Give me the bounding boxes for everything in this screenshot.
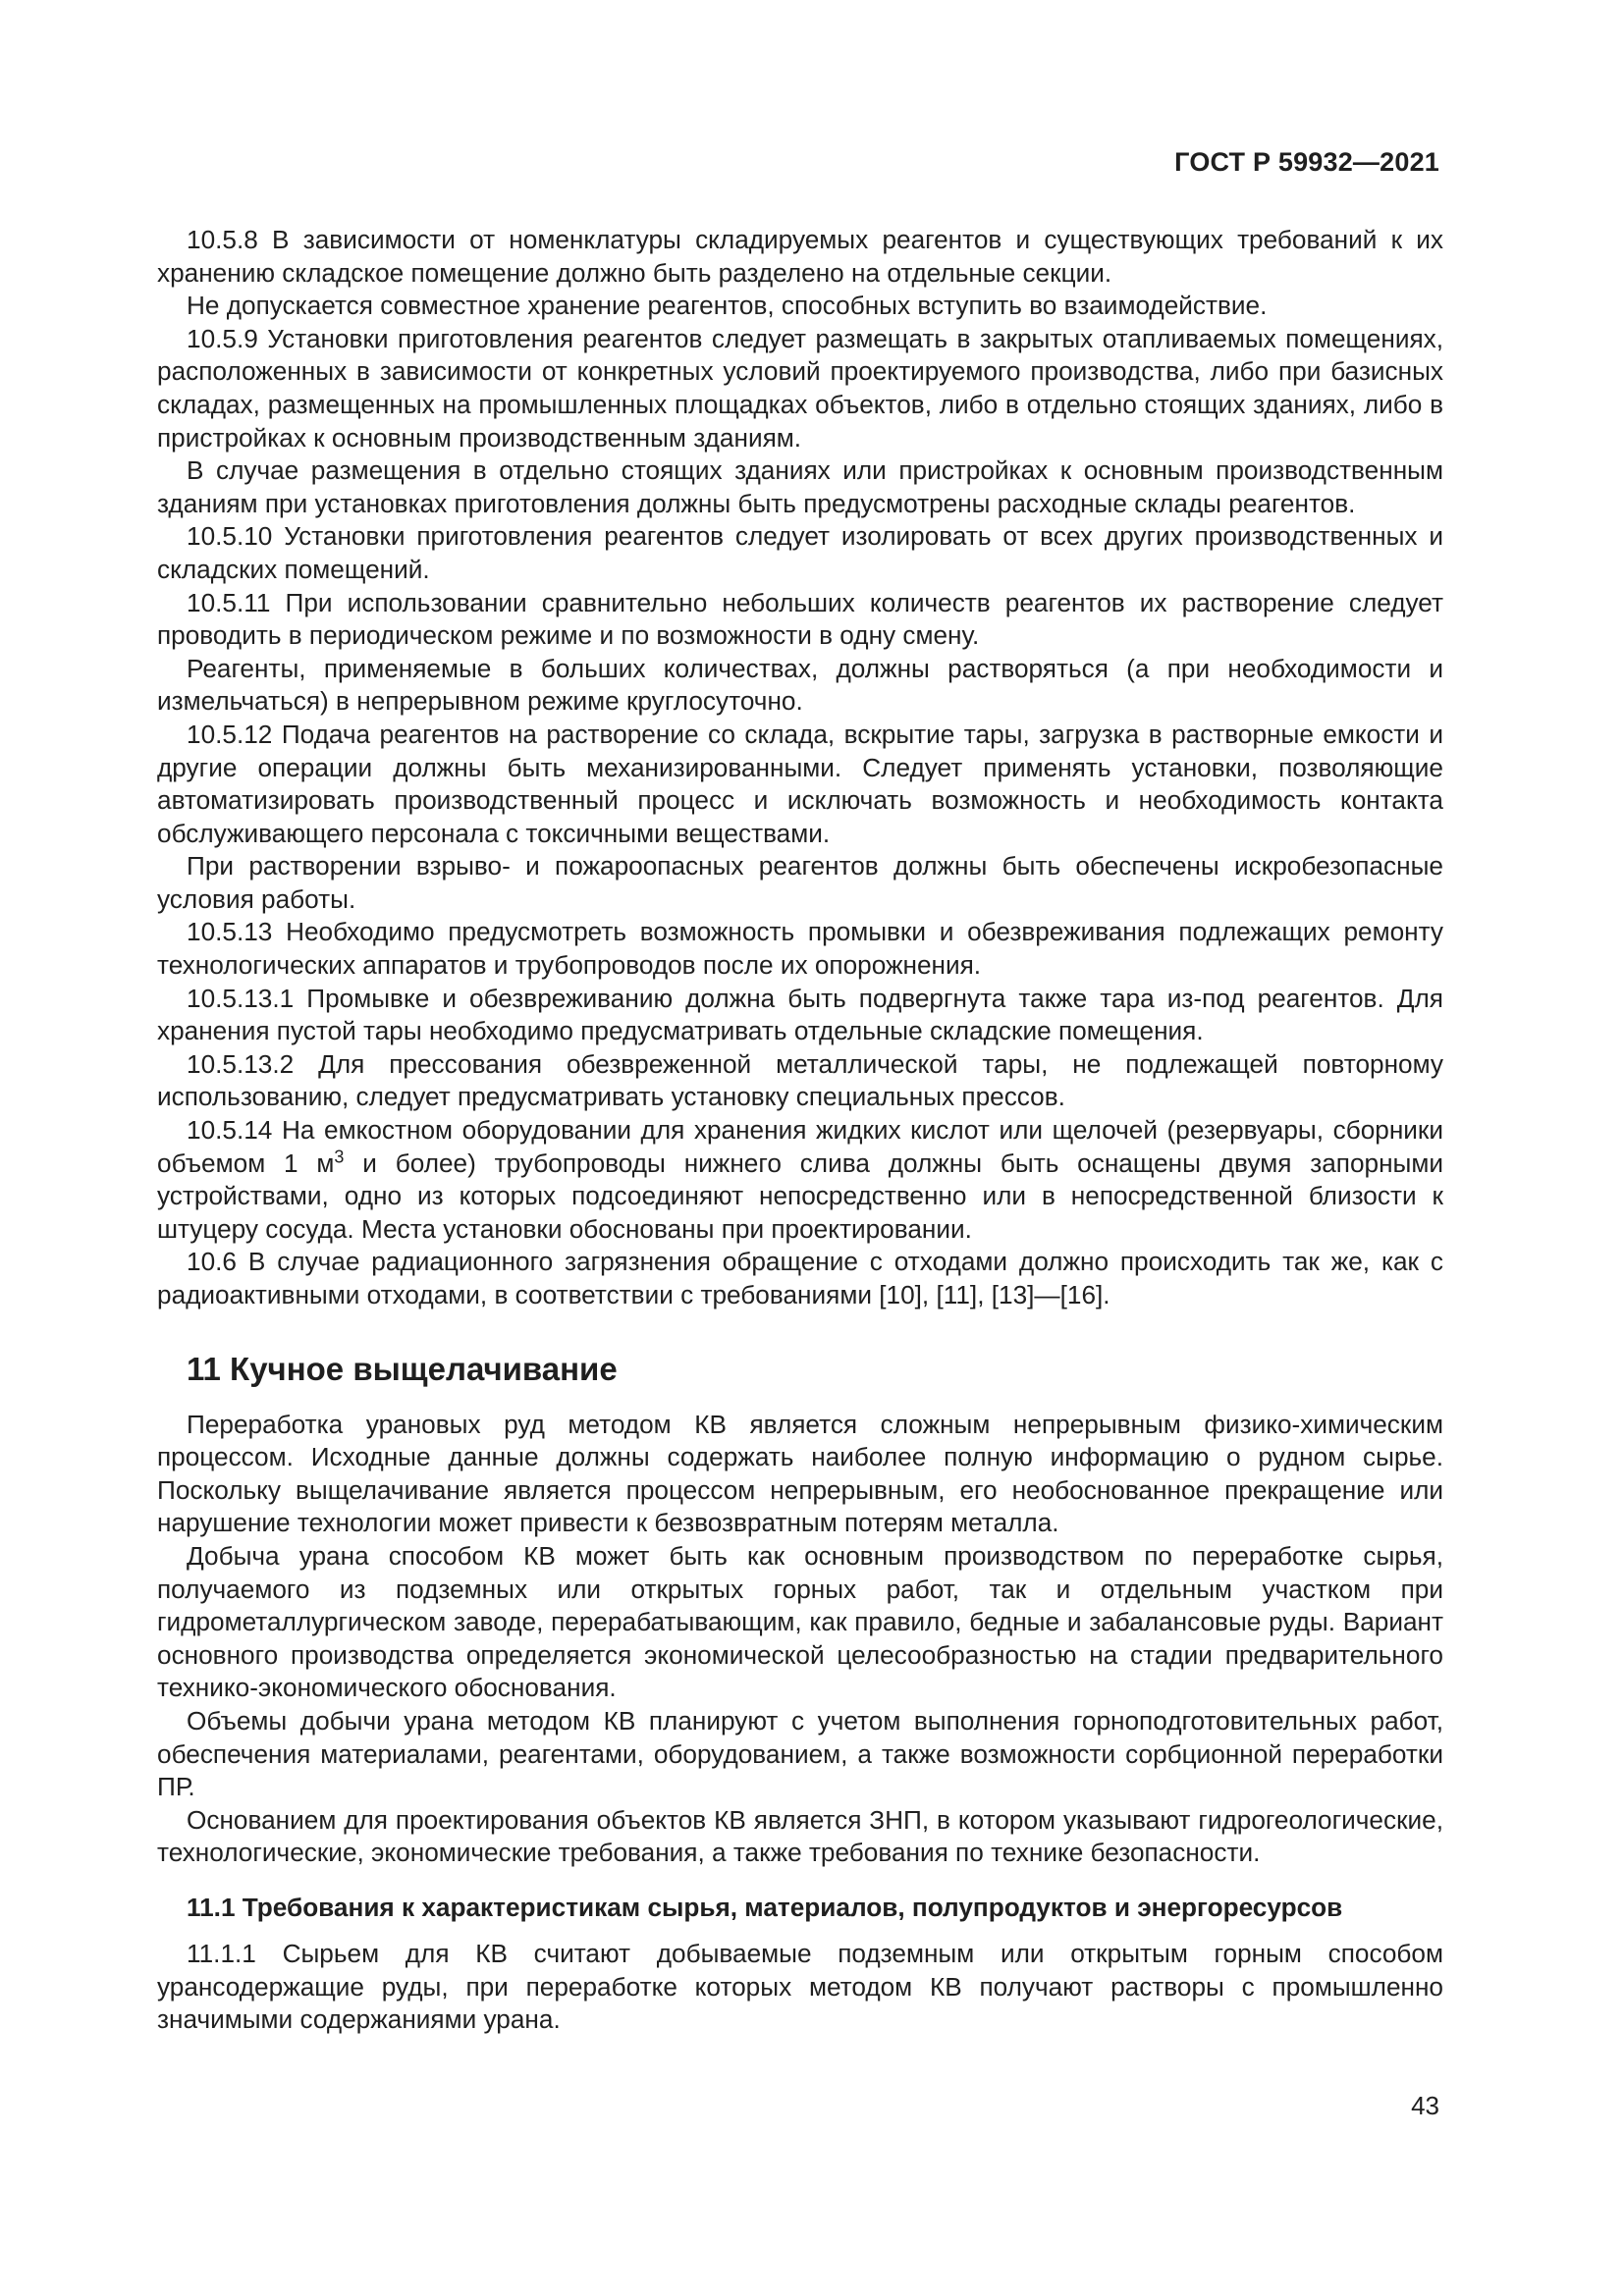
paragraph: 10.5.12 Подача реагентов на растворение со склада, вскрытие тары, загрузка в растворные емкости и другие операции должны быть механизированными. Следует применять установки, позволяющие автоматизировать производственный процесс и исключать возможность и необходимость контакта обслуживающего персонала с токсичными веществами.: [157, 719, 1443, 848]
document-code: ГОСТ Р 59932—2021: [1174, 147, 1439, 177]
paragraph-10-5-14: [157, 1114, 1443, 1246]
paragraph: 10.5.13 Необходимо предусмотреть возможность промывки и обезвреживания подлежащих ремонту технологических аппаратов и трубопроводов после их опорожнения.: [157, 917, 1443, 981]
paragraph: Реагенты, применяемые в больших количествах, должны растворяться (а при необходимости и измельчаться) в непрерывном режиме круглосуточно.: [157, 653, 1443, 717]
paragraph: Добыча урана способом КВ может быть как основным производством по переработке сырья, получаемого из подземных или открытых горных работ, так и отдельным участком при гидрометаллургическом заводе, перерабатывающим, как правило, бедные и забалансовые руды. Вариант основного производства определяется экономической целесообразностью на стадии предварительного технико-экономического обоснования.: [157, 1540, 1443, 1703]
text-segment: и более) трубопроводы нижнего слива должны быть оснащены двумя запорными устройствами, одно из которых подсоединяют непосредственно или в непосредственной близости к штуцеру сосуда. Места установки обоснованы при проектировании.: [157, 1148, 1443, 1244]
paragraph: 10.5.9 Установки приготовления реагентов следует размещать в закрытых отапливаемых помещениях, расположенных в зависимости от конкретных условий проектируемого производства, либо при базисных складах, размещенных на промышленных площадках объектов, либо в отдельно стоящих зданиях, либо в пристройках к основным производственным зданиям.: [157, 323, 1443, 453]
paragraph: Объемы добычи урана методом КВ планируют с учетом выполнения горноподготовительных работ, обеспечения материалами, реагентами, оборудованием, а также возможности сорбционной переработки ПР.: [157, 1705, 1443, 1802]
page-number: 43: [1411, 2091, 1439, 2120]
paragraph: Не допускается совместное хранение реагентов, способных вступить во взаимодействие.: [187, 291, 1268, 321]
superscript: 3: [334, 1146, 345, 1166]
paragraph: 10.5.10 Установки приготовления реагентов следует изолировать от всех других производственных и складских помещений.: [157, 521, 1443, 584]
section-heading: 11 Кучное выщелачивание: [187, 1350, 618, 1387]
document-body: [157, 224, 1443, 2037]
text-segment: 10.5.14 На емкостном оборудовании для хранения жидких кислот или щелочей (резервуары, сборники объемом 1 м: [157, 1115, 1443, 1178]
paragraph: Переработка урановых руд методом КВ является сложным непрерывным физико-химическим процессом. Исходные данные должны содержать наиболее полную информацию о рудном сырье. Поскольку выщелачивание является процессом непрерывным, его необоснованное прекращение или нарушение технологии может привести к безвозвратным потерям металла.: [157, 1409, 1443, 1538]
paragraph: В случае размещения в отдельно стоящих зданиях или пристройках к основным производственным зданиям при установках приготовления должны быть предусмотрены расходные склады реагентов.: [157, 455, 1443, 518]
paragraph: 10.5.8 В зависимости от номенклатуры складируемых реагентов и существующих требований к их хранению складское помещение должно быть разделено на отдельные секции.: [157, 225, 1443, 288]
paragraph: При растворении взрыво- и пожароопасных реагентов должны быть обеспечены искробезопасные условия работы.: [157, 851, 1443, 914]
paragraph: Основанием для проектирования объектов КВ является ЗНП, в котором указывают гидрогеологические, технологические, экономические требования, а также требования по технике безопасности.: [157, 1804, 1443, 1868]
subsection-heading: 11.1 Требования к характеристикам сырья, материалов, полупродуктов и энергоресурсов: [187, 1892, 1343, 1922]
paragraph: 10.5.13.1 Промывке и обезвреживанию должна быть подвергнута также тара из-под реагентов. Для хранения пустой тары необходимо предусматривать отдельные складские помещения.: [157, 983, 1443, 1046]
paragraph-10-6: 10.6 В случае радиационного загрязнения обращение с отходами должно происходить так же, как с радиоактивными отходами, в соответствии с требованиями [10], [11], [13]—[16].: [157, 1247, 1443, 1309]
paragraph: 10.5.11 При использовании сравнительно небольших количеств реагентов их растворение следует проводить в периодическом режиме и по возможности в одну смену.: [157, 587, 1443, 651]
paragraph: 10.5.13.2 Для прессования обезвреженной металлической тары, не подлежащей повторному использованию, следует предусматривать установку специальных прессов.: [157, 1048, 1443, 1112]
paragraph: 11.1.1 Сырьем для КВ считают добываемые подземным или открытым горным способом урансодержащие руды, при переработке которых методом КВ получают растворы с промышленно значимыми содержаниями урана.: [157, 1938, 1443, 2035]
